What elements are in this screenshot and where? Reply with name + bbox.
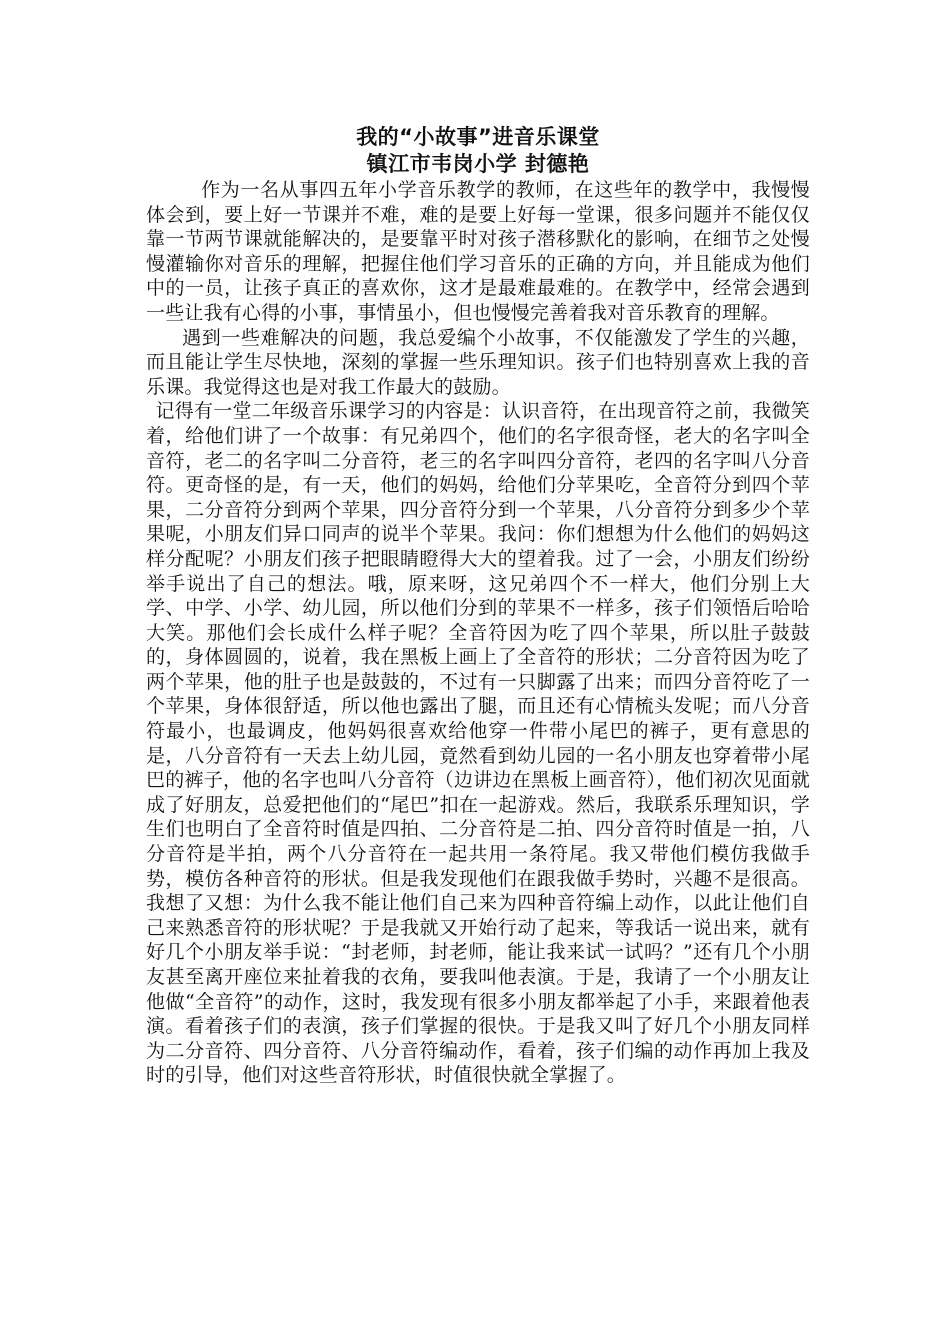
paragraph-3: 记得有一堂二年级音乐课学习的内容是：认识音符，在出现音符之前，我微笑着，给他们讲了一个故事：有兄弟四个，他们的名字很奇怪，老大的名字叫全音符，老二的名字叫二分音符，老三的名字叫四分音符，老四的名字叫八分音符。更奇怪的是，有一天，他们的妈妈，给他们分苹果吃，全音符分到四个苹果，二分音符分到两个苹果，四分音符分到一个苹果，八分音符分到多少个苹果呢，小朋友们异口同声的说半个苹果。我问：你们想想为什么他们的妈妈这样分配呢？小朋友们孩子把眼睛瞪得大大的望着我。过了一会，小朋友们纷纷举手说出了自己的想法。哦，原来呀，这兄弟四个不一样大，他们分别上大学、中学、小学、幼儿园，所以他们分到的苹果不一样多，孩子们领悟后哈哈大笑。那他们会长成什么样子呢？全音符因为吃了四个苹果，所以肚子鼓鼓的，身体圆圆的，说着，我在黑板上画上了全音符的形状；二分音符因为吃了两个苹果，他的肚子也是鼓鼓的，不过有一只脚露了出来；而四分音符吃了一个苹果，身体很舒适，所以他也露出了腿，而且还有心情梳头发呢；而八分音符最小，也最调皮，他妈妈很喜欢给他穿一件带小尾巴的裤子，更有意思的是，八分音符有一天去上幼儿园，竟然看到幼儿园的一名小朋友也穿着带小尾巴的裤子，他的名字也叫八分音符（边讲边在黑板上画音符），他们初次见面就成了好朋友，总爱把他们的“尾巴”扣在一起游戏。然后，我联系乐理知识，学生们也明白了全音符时值是四拍、二分音符是二拍、四分音符时值是一拍，八分音符是半拍，两个八分音符在一起共用一条符尾。我又带他们模仿我做手势，模仿各种音符的形状。但是我发现他们在跟我做手势时，兴趣不是很高。我想了又想：为什么我不能让他们自己来为四种音符编上动作，以此让他们自己来熟悉音符的形状呢？于是我就又开始行动了起来，等我话一说出来，就有好几个小朋友举手说：“封老师，封老师，能让我来试一试吗？”还有几个小朋友甚至离开座位来扯着我的衣角，要我叫他表演。于是，我请了一个小朋友让他做“全音符”的动作，这时，我发现有很多小朋友都举起了小手，来跟着他表演。看着孩子们的表演，孩子们掌握的很快。于是我又叫了好几个小朋友同样为二分音符、四分音符、八分音符编动作，看着，孩子们编的动作再加上我及时的引导，他们对这些音符形状，时值很快就全掌握了。 <box>146 400 810 1087</box>
author-line: 镇江市韦岗小学 封德艳 <box>366 152 590 176</box>
paragraph-2: 遇到一些难解决的问题，我总爱编个小故事，不仅能激发了学生的兴趣，而且能让学生尽快地，深刻的掌握一些乐理知识。孩子们也特别喜欢上我的音乐课。我觉得这也是对我工作最大的鼓励。 <box>146 326 810 398</box>
document-body <box>146 124 810 1088</box>
paragraph-1: 作为一名从事四五年小学音乐教学的教师，在这些年的教学中，我慢慢体会到，要上好一节课并不难，难的是要上好每一堂课，很多问题并不能仅仅靠一节两节课就能解决的，是要靠平时对孩子潜移默化的影响，在细节之处慢慢灌输你对音乐的理解，把握住他们学习音乐的正确的方向，并且能成为他们中的一员，让孩子真正的喜欢你，这才是最难最难的。在教学中，经常会遇到一些让我有心得的小事，事情虽小，但也慢慢完善着我对音乐教育的理解。 <box>146 179 810 324</box>
document-title: 我的“小故事”进音乐课堂 <box>356 125 600 149</box>
